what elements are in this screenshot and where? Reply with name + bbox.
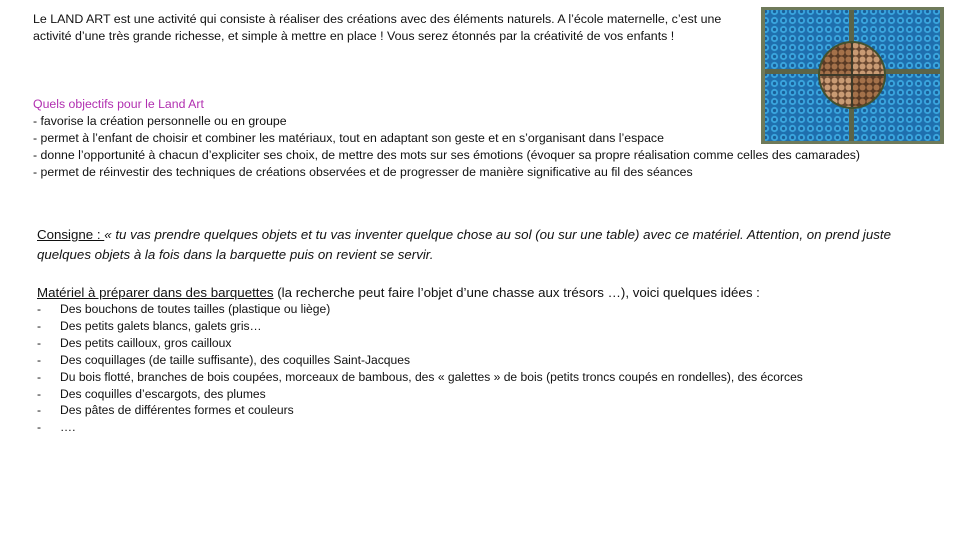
list-dash: -	[37, 302, 42, 316]
list-item-text: Des bouchons de toutes tailles (plastique ou liège)	[60, 302, 331, 316]
objective-item: - permet de réinvestir des techniques de créations observées et de progresser de manière significative au fil des séances	[33, 165, 693, 179]
list-dash: -	[37, 403, 42, 418]
consigne-label: Consigne :	[37, 227, 105, 242]
objectives-heading: Quels objectifs pour le Land Art	[33, 97, 204, 111]
list-item-text: Des coquillages (de taille suffisante), des coquilles Saint-Jacques	[60, 352, 411, 367]
list-item-text: Des petits galets blancs, galets gris…	[60, 318, 262, 333]
list-item	[37, 335, 803, 352]
intro-paragraph: Le LAND ART est une activité qui consiste à réaliser des créations avec des éléments naturels. A l’école maternelle, c’est une activité d’une très grande richesse, et simple à mettre en place ! Vous serez étonnés par la créativité de vos enfants !	[33, 12, 722, 43]
list-item	[37, 301, 803, 318]
consigne-text: « tu vas prendre quelques objets et tu vas inventer quelque chose au sol (ou sur une table) avec ce matériel. Attention, on prend juste quelques objets à la fois dans la barquette puis on revient se servir.	[37, 227, 891, 262]
list-dash: -	[37, 335, 42, 350]
materiel-title	[37, 284, 927, 302]
list-item	[37, 369, 803, 386]
objective-item: - permet à l’enfant de choisir et combiner les matériaux, tout en adaptant son geste et en s’organisant dans l’espace	[33, 131, 664, 145]
list-item	[37, 402, 803, 419]
materiel-title-rest: (la recherche peut faire l’objet d’une chasse aux trésors …), voici quelques idées :	[273, 285, 760, 300]
materiel-list	[37, 301, 803, 436]
consigne-paragraph	[37, 225, 927, 264]
list-dash: -	[37, 420, 42, 435]
list-item-text: ….	[60, 420, 76, 435]
list-dash: -	[37, 318, 42, 333]
list-item-text: Des petits cailloux, gros cailloux	[60, 335, 232, 350]
materiel-title-underlined: Matériel à préparer dans des barquettes	[37, 285, 274, 300]
list-item-text: Du bois flotté, branches de bois coupées, morceaux de bambous, des « galettes » de bois (petits troncs coupés en rondelles), des écorces	[60, 369, 803, 384]
list-item	[37, 419, 803, 436]
list-item	[37, 386, 803, 403]
list-dash: -	[37, 352, 42, 367]
list-dash: -	[37, 369, 42, 384]
list-item-text: Des coquilles d’escargots, des plumes	[60, 386, 266, 401]
objectives-section	[33, 96, 933, 181]
list-item	[37, 318, 803, 335]
objective-item: - donne l’opportunité à chacun d’expliciter ses choix, de mettre des mots sur ses émotions (évoquer sa propre réalisation comme celles des camarades)	[33, 148, 861, 162]
list-dash: -	[37, 386, 42, 401]
objective-item: - favorise la création personnelle ou en groupe	[33, 114, 287, 128]
list-item	[37, 352, 803, 369]
list-item-text: Des pâtes de différentes formes et couleurs	[60, 403, 294, 418]
